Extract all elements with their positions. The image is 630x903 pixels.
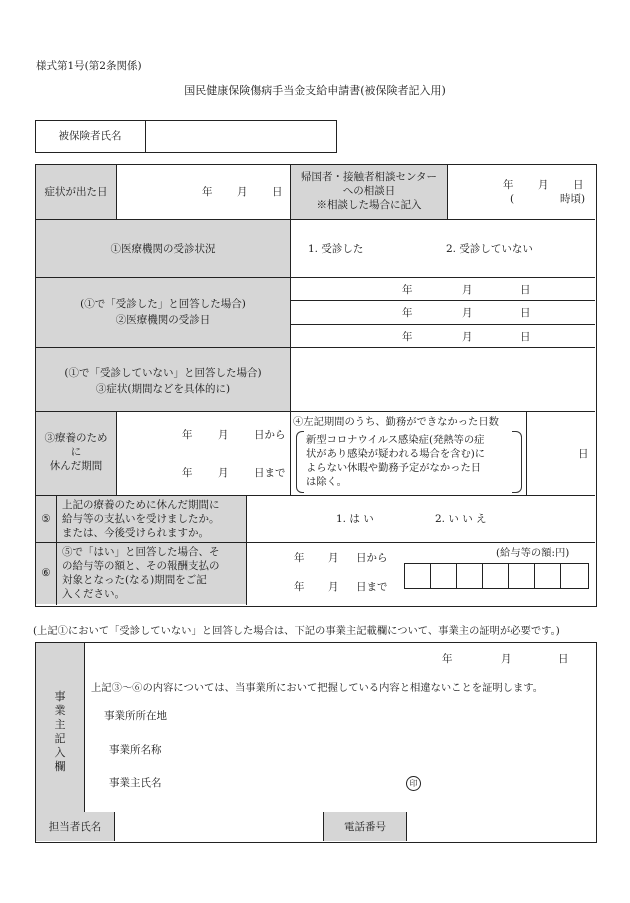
employer-certify-text: 上記③〜⑥の内容については、当事業所において把握している内容と相違ないことを証明します。 [91, 682, 544, 694]
symptom-detail-input[interactable] [291, 348, 595, 411]
visit3-day: 日 [520, 331, 531, 343]
rest-to-suffix: 日まで [254, 467, 286, 479]
consult-month: 月 [538, 179, 549, 191]
consult-year: 年 [503, 179, 514, 191]
form-number: 様式第1号(第2条関係) [36, 60, 142, 72]
rest-from-suffix: 日から [254, 429, 286, 441]
q5-text-3: または、今後受けられますか。 [62, 527, 209, 539]
q5-option-no[interactable]: 2. い い え [435, 513, 487, 525]
rest-label-1: ③療養のため [44, 432, 108, 444]
visit3-year: 年 [402, 331, 413, 343]
q6-text-1: ⑤で「はい」と回答した場合、そ [62, 546, 220, 558]
employer-side-label: 事 業 主 記 入 欄 [54, 690, 66, 773]
rest-label-3: 休んだ期間 [49, 460, 103, 472]
q5-text-1: 上記の療養のために休んだ期間に [62, 499, 220, 511]
symptom-year: 年 [202, 186, 213, 198]
consult-label-3: ※相談した場合に記入 [316, 199, 422, 211]
rest-to-month: 月 [218, 467, 229, 479]
employer-month: 月 [501, 653, 512, 665]
q6-amount-label: (給与等の額:円) [496, 547, 570, 559]
q6-to-suffix: 日まで [356, 581, 388, 593]
contact-name-label: 担当者氏名 [48, 821, 102, 833]
absent-days-note-4: は除く。 [306, 476, 347, 488]
q5-number: ⑤ [41, 513, 51, 525]
q6-from-suffix: 日から [356, 552, 388, 564]
medical-label: ①医療機関の受診状況 [110, 243, 216, 255]
consult-day: 日 [573, 179, 584, 191]
page-title: 国民健康保険傷病手当金支給申請書(被保険者記入用) [184, 84, 446, 97]
absent-days-label: ④左記期間のうち、勤務ができなかった日数 [293, 416, 499, 428]
visit1-month: 月 [462, 284, 473, 296]
employer-name-input[interactable] [190, 734, 590, 762]
employer-owner-input[interactable] [190, 767, 390, 795]
q6-to-month: 月 [328, 581, 339, 593]
q6-text-3: 対象となった(なる)期間をご記 [62, 574, 207, 586]
q6-from-year: 年 [294, 552, 305, 564]
contact-name-input[interactable] [115, 812, 323, 841]
insured-name-input[interactable] [145, 120, 337, 153]
visit1-day: 日 [520, 284, 531, 296]
rest-from-year: 年 [182, 429, 193, 441]
q5-option-yes[interactable]: 1. は い [336, 513, 374, 525]
employer-day: 日 [558, 653, 569, 665]
q6-amount-boxes[interactable] [404, 563, 589, 589]
visit-label-2: ②医療機関の受診日 [115, 314, 211, 326]
employer-owner-label: 事業主氏名 [109, 777, 162, 789]
consult-label-2: への相談日 [342, 185, 396, 197]
visit2-month: 月 [462, 307, 473, 319]
symptom-detail-label-1: (①で「受診していない」と回答した場合) [64, 367, 262, 379]
seal-icon: 印 [406, 776, 421, 791]
symptom-day: 日 [272, 186, 283, 198]
q6-to-year: 年 [294, 581, 305, 593]
symptom-label: 症状が出た日 [44, 186, 108, 198]
visit1-year: 年 [402, 284, 413, 296]
symptom-detail-label-2: ③症状(期間などを具体的に) [95, 383, 231, 395]
insured-name-label: 被保険者氏名 [58, 130, 122, 142]
employer-address-input[interactable] [190, 700, 590, 728]
absent-days-note-3: よらない休暇や勤務予定がなかった日 [306, 462, 482, 474]
phone-label: 電話番号 [344, 821, 386, 833]
employer-name-label: 事業所名称 [109, 744, 162, 756]
phone-input[interactable] [407, 812, 594, 841]
visit3-month: 月 [462, 331, 473, 343]
medical-option-not-visited[interactable]: 2. 受診していない [446, 243, 533, 255]
employer-year: 年 [442, 653, 453, 665]
q6-text-2: の給与等の額と、その報酬支払の [62, 560, 220, 572]
q6-number: ⑥ [41, 567, 51, 579]
symptom-month: 月 [237, 186, 248, 198]
consult-label-1: 帰国者・接触者相談センター [300, 171, 438, 183]
absent-days-unit: 日 [578, 448, 589, 460]
absent-days-note-2: 状があり感染が疑われる場合を含む)に [306, 448, 486, 460]
q6-from-month: 月 [328, 552, 339, 564]
rest-label-2: に [70, 446, 82, 458]
visit-label-1: (①で「受診した」と回答した場合) [80, 298, 246, 310]
q6-text-4: 入ください。 [62, 588, 125, 600]
visit2-day: 日 [520, 307, 531, 319]
q5-text-2: 給与等の支払いを受けましたか。 [62, 513, 220, 525]
employer-note: (上記①において「受診していない」と回答した場合は、下記の事業主記載欄について、事業主の証明が必要です。) [33, 625, 560, 637]
consult-time: 時頃) [560, 193, 586, 205]
visit2-year: 年 [402, 307, 413, 319]
consult-paren: ( [510, 193, 515, 205]
rest-from-month: 月 [218, 429, 229, 441]
employer-address-label: 事業所所在地 [104, 710, 167, 722]
rest-to-year: 年 [182, 467, 193, 479]
medical-option-visited[interactable]: 1. 受診した [308, 243, 364, 255]
absent-days-note-1: 新型コロナウイルス感染症(発熱等の症 [306, 434, 485, 446]
